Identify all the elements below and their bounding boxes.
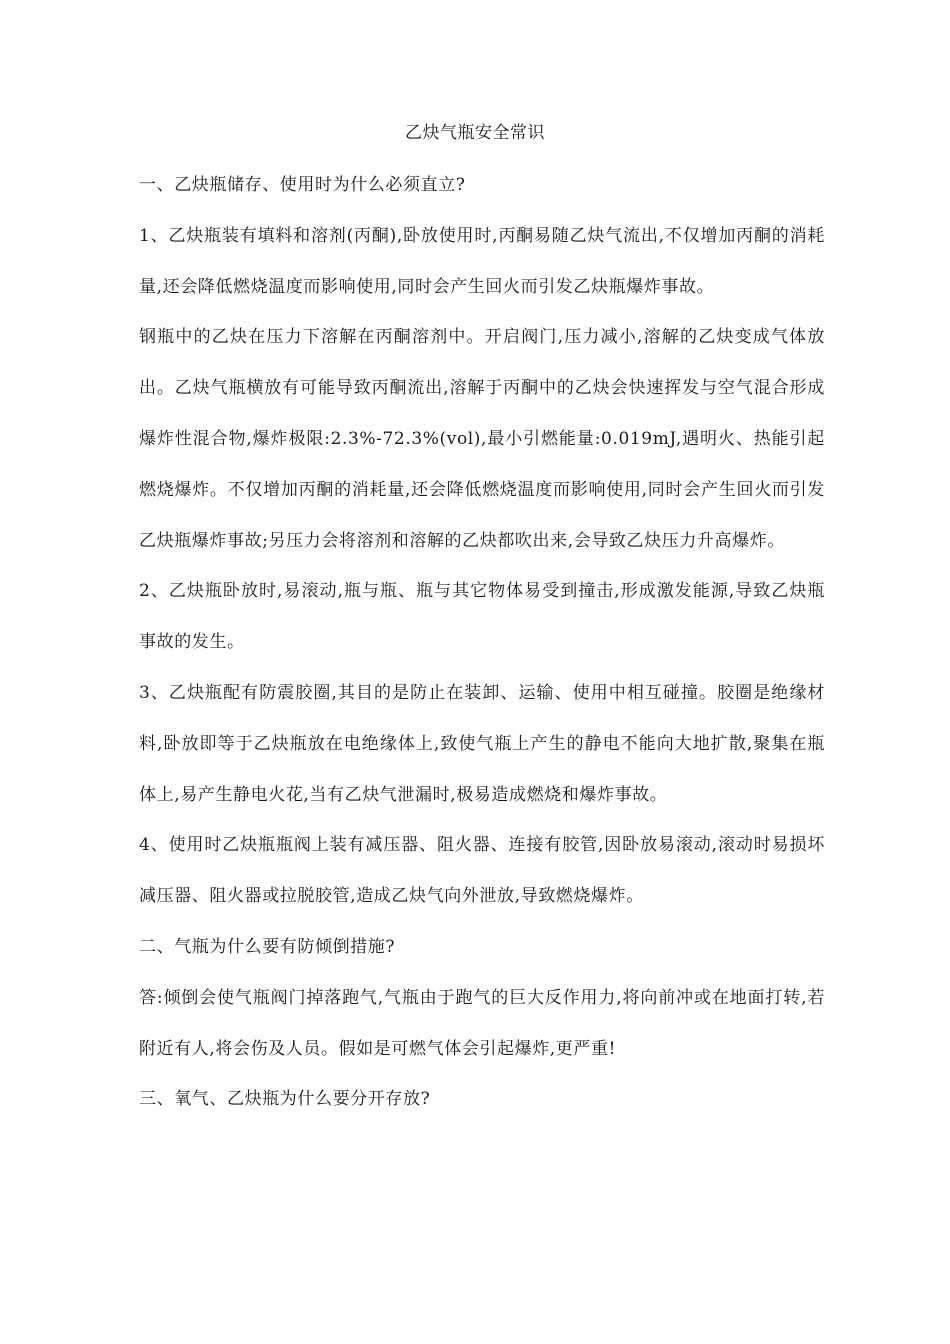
section-heading-3: 三、氧气、乙炔瓶为什么要分开存放? [139,1089,431,1110]
document-body [139,160,825,1125]
paragraph-item-2: 2、乙炔瓶卧放时,易滚动,瓶与瓶、瓶与其它物体易受到撞击,形成激发能源,导致乙炔瓶事故的发生。 [139,581,825,653]
paragraph-explanation: 钢瓶中的乙炔在压力下溶解在丙酮溶剂中。开启阀门,压力减小,溶解的乙炔变成气体放出。乙炔气瓶横放有可能导致丙酮流出,溶解于丙酮中的乙炔会快速挥发与空气混合形成爆炸性混合物,爆炸极限:2.3%-72.3%(vol),最小引燃能量:0.019mJ,遇明火、热能引起燃烧爆炸。不仅增加丙酮的消耗量,还会降低燃烧温度而影响使用,同时会产生回火而引发乙炔瓶爆炸事故;另压力会将溶剂和溶解的乙炔都吹出来,会导致乙炔压力升高爆炸。 [139,327,825,551]
document-title: 乙炔气瓶安全常识 [405,123,545,143]
paragraph-item-1: 1、乙炔瓶装有填料和溶剂(丙酮),卧放使用时,丙酮易随乙炔气流出,不仅增加丙酮的消耗量,还会降低燃烧温度而影响使用,同时会产生回火而引发乙炔瓶爆炸事故。 [139,225,825,297]
section-heading-2: 二、气瓶为什么要有防倾倒措施? [139,936,396,957]
paragraph-item-3: 3、乙炔瓶配有防震胶圈,其目的是防止在装卸、运输、使用中相互碰撞。胶圈是绝缘材料,卧放即等于乙炔瓶放在电绝缘体上,致使气瓶上产生的静电不能向大地扩散,聚集在瓶体上,易产生静电火花,当有乙炔气泄漏时,极易造成燃烧和爆炸事故。 [139,682,825,805]
paragraph-answer: 答:倾倒会使气瓶阀门掉落跑气,气瓶由于跑气的巨大反作用力,将向前冲或在地面打转,若附近有人,将会伤及人员。假如是可燃气体会引起爆炸,更严重! [139,987,825,1059]
section-heading-1: 一、乙炔瓶储存、使用时为什么必须直立? [139,175,466,195]
paragraph-item-4: 4、使用时乙炔瓶瓶阀上装有减压器、阻火器、连接有胶管,因卧放易滚动,滚动时易损坏减压器、阻火器或拉脱胶管,造成乙炔气向外泄放,导致燃烧爆炸。 [139,835,825,907]
